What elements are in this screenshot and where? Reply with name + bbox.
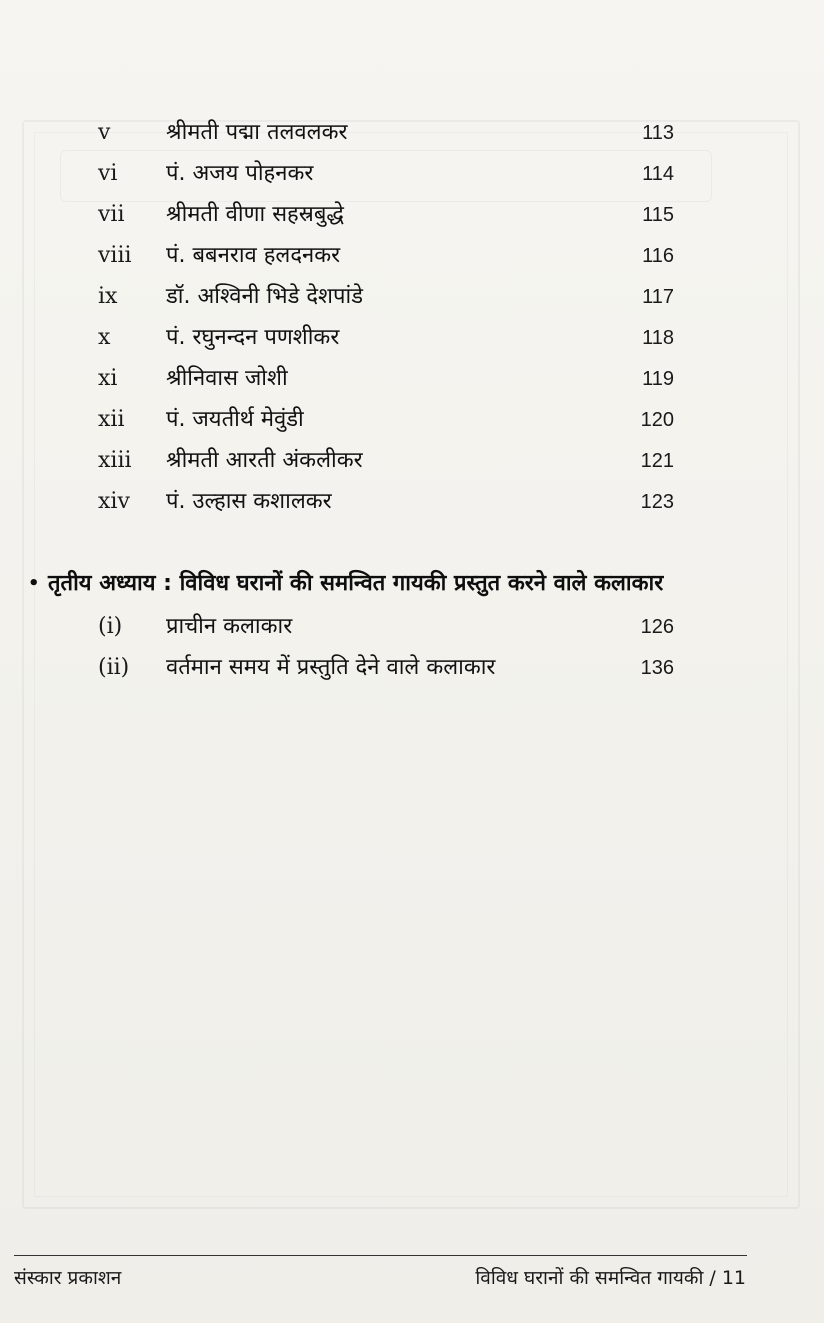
entry-page: 121 [640,450,674,472]
toc-sub-entry [0,653,824,693]
toc-entry [0,405,824,445]
entry-page: 120 [640,409,674,431]
entry-title: पं. उल्हास कशालकर [166,489,332,514]
entry-number: xi [98,366,118,391]
entry-page: 114 [642,163,674,185]
entry-title: श्रीमती आरती अंकलीकर [166,448,363,473]
entry-number: viii [98,243,132,268]
entry-page: 116 [642,245,674,267]
footer-separator: / [709,1267,716,1289]
bullet-icon: • [28,573,40,594]
entry-page: 113 [642,122,674,144]
entry-page: 126 [640,616,674,638]
toc-entry [0,323,824,363]
entry-title: डॉ. अश्विनी भिडे देशपांडे [166,284,363,309]
entry-title: श्रीमती पद्मा तलवलकर [166,120,348,145]
entry-title: पं. रघुनन्दन पणशीकर [166,325,340,350]
footer-running-title [475,1265,746,1291]
toc-entry [0,241,824,281]
entry-title: श्रीनिवास जोशी [166,366,288,391]
entry-title: पं. अजय पोहनकर [166,161,314,186]
entry-title: प्राचीन कलाकार [166,614,293,639]
entry-number: xiii [98,448,132,473]
entry-page: 119 [642,368,674,390]
toc-entry [0,200,824,240]
footer-page-number: 11 [721,1267,746,1289]
footer-divider [14,1255,747,1256]
entry-number: xiv [98,489,130,514]
footer-book-title: विविध घरानों की समन्वित गायकी [475,1267,704,1289]
toc-entry [0,446,824,486]
entry-title: पं. बबनराव हलदनकर [166,243,341,268]
entry-title: वर्तमान समय में प्रस्तुति देने वाले कलाकार [166,655,496,680]
entry-number: v [98,120,111,145]
toc-entry [0,118,824,158]
footer-publisher: संस्कार प्रकाशन [14,1267,122,1289]
entry-number: x [98,325,111,350]
entry-number: xii [98,407,125,432]
entry-number: (i) [98,614,123,639]
entry-number: vi [98,161,118,186]
chapter-title: तृतीय अध्याय : विविध घरानों की समन्वित गायकी प्रस्तुत करने वाले कलाकार [48,571,664,596]
entry-number: vii [98,202,125,227]
entry-page: 117 [642,286,674,308]
toc-entry [0,282,824,322]
entry-title: पं. जयतीर्थ मेवुंडी [166,407,304,432]
chapter-heading [28,568,818,600]
entry-number: (ii) [98,655,130,680]
toc-entry [0,487,824,527]
entry-number: ix [98,284,118,309]
entry-page: 118 [642,327,674,349]
entry-page: 136 [640,657,674,679]
toc-sub-entry [0,612,824,652]
entry-title: श्रीमती वीणा सहस्रबुद्धे [166,202,344,227]
toc-entry [0,364,824,404]
entry-page: 115 [642,204,674,226]
toc-entry [0,159,824,199]
entry-page: 123 [640,491,674,513]
